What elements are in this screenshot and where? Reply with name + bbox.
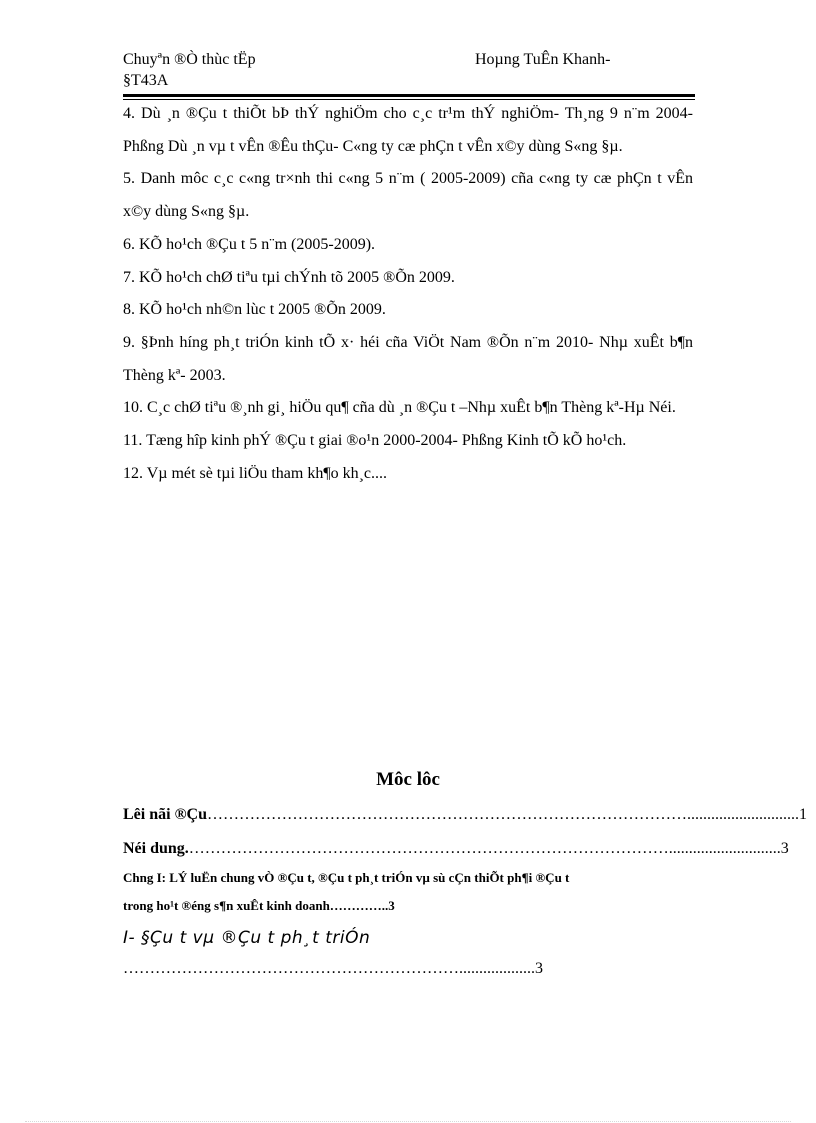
toc-entry-label: Lêi nãi ®Çu — [123, 806, 207, 823]
toc-entry-page: 1 — [798, 806, 807, 823]
header-code-text: §T43A — [123, 72, 169, 89]
header-left-text: Chuyªn ®Ò thùc tËp — [123, 51, 256, 68]
toc-entry-label: trong ho¹t ®éng s¶n xuÊt kinh doanh — [123, 898, 330, 913]
toc-entry[interactable] — [123, 806, 807, 824]
toc-title: Môc lôc — [376, 769, 440, 790]
toc-entry[interactable] — [123, 928, 370, 948]
header-rule-thick — [123, 94, 695, 97]
reference-item: 10. C¸c chØ tiªu ®¸nh gi¸ hiÖu qu¶ cña dù ¸n ®Çu t –Nhµ xuÊt b¶n Thèng kª-Hµ Néi. — [123, 399, 676, 417]
reference-item: 12. Vµ mét sè tµi liÖu tham kh¶o kh¸c.... — [123, 464, 388, 482]
reference-item: 4. Dù ¸n ®Çu t thiÕt bÞ thÝ nghiÖm cho c¸c tr¹m thÝ nghiÖm- Th¸ng 9 n¨m 2004- Phßng Dù ¸n vµ t vÊn ®Êu thÇu- C«ng ty cæ phÇn t vÊn x©y dùng S«ng §µ. — [123, 105, 693, 155]
page-header — [123, 50, 695, 96]
toc-entry[interactable] — [123, 840, 789, 858]
toc-entry-leader: ………………………………………………………………………………............................ — [188, 840, 781, 857]
reference-item: 6. KÕ ho¹ch ®Çu t 5 n¨m (2005-2009). — [123, 235, 376, 253]
reference-item: 5. Danh môc c¸c c«ng tr×nh thi c«ng 5 n¨m ( 2005-2009) cña c«ng ty cæ phÇn t vÊn x©y dùng S«ng §µ. — [123, 170, 693, 221]
reference-item: 11. Tæng hîp kinh phÝ ®Çu t giai ®o¹n 2000-2004- Phßng Kinh tÕ kÕ ho¹ch. — [123, 432, 627, 450]
toc-entry-page: 3 — [388, 898, 395, 913]
toc-entry-leader: ………………………………………………………................... — [123, 960, 535, 977]
header-right-text: Hoµng TuÊn Khanh- — [475, 51, 611, 68]
toc-entry-page: 3 — [535, 960, 543, 977]
reference-list — [123, 98, 693, 490]
page-bottom-border — [25, 1121, 791, 1122]
reference-item: 8. KÕ ho¹ch nh©n lùc t 2005 ®Õn 2009. — [123, 301, 386, 319]
toc-entry-label: I- §Çu t vµ ®Çu t ph¸t triÓn — [123, 928, 371, 948]
toc-entry-page: 3 — [780, 840, 789, 857]
toc-entry-leader: ………………………………………………………………………………............................ — [206, 806, 799, 823]
toc-entry[interactable] — [123, 960, 543, 978]
toc-entry[interactable] — [123, 870, 569, 886]
toc-entry-label: Néi dung. — [123, 840, 189, 857]
reference-item: 9. §Þnh híng ph¸t triÓn kinh tÕ x· héi cña ViÖt Nam ®Õn n¨m 2010- Nhµ xuÊt b¶n Thèng kª- 2003. — [123, 333, 693, 384]
reference-item: 7. KÕ ho¹ch chØ tiªu tµi chÝnh tõ 2005 ®Õn 2009. — [123, 268, 455, 286]
toc-entry-label: Chng I: LÝ luËn chung vÒ ®Çu t, ®Çu t ph¸t triÓn vµ sù cÇn thiÕt ph¶i ®Çu t — [123, 870, 570, 885]
toc-entry-leader: ………….. — [329, 898, 389, 913]
toc-entry[interactable] — [123, 898, 395, 914]
